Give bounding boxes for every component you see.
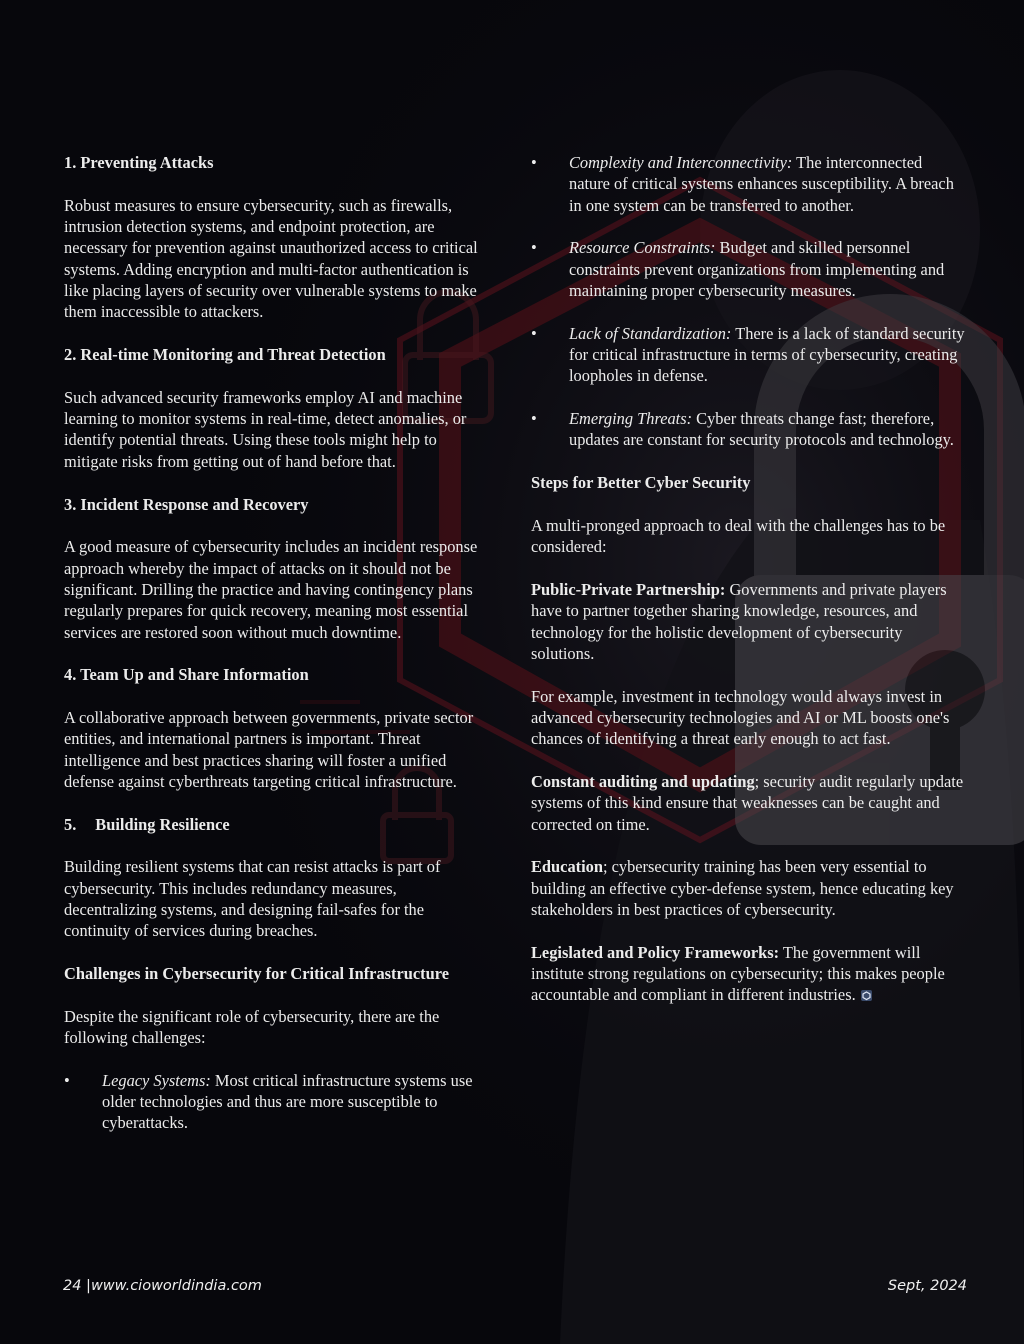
footer-date: Sept, 2024	[887, 1278, 967, 1294]
paragraph-education	[531, 856, 966, 920]
bullet-legacy-systems	[64, 1070, 492, 1134]
paragraph-public-private	[531, 579, 966, 664]
bullet-dot: •	[531, 153, 537, 172]
heading-preventing-attacks: 1. Preventing Attacks	[64, 153, 214, 172]
heading-building-resilience	[64, 814, 492, 835]
end-mark-icon	[860, 986, 873, 1007]
bullet-text: Cyber threats change fast; therefore, updates are constant for security protocols and technology.	[569, 409, 954, 450]
heading-challenges: Challenges in Cybersecurity for Critical Infrastructure	[64, 964, 449, 984]
bullet-dot: •	[64, 1070, 70, 1090]
footer-page-url: 24 |www.cioworldindia.com	[63, 1278, 262, 1294]
term-education: Education	[531, 857, 603, 877]
bullet-title: Emerging Threats:	[569, 409, 693, 429]
paragraph-preventing-attacks: Robust measures to ensure cybersecurity, such as firewalls, intrusion detection systems, and endpoint protection, are necessary for prevention against unauthorized access to critical systems. Adding encryption and multi-factor authentication is like placing layers of security over vulnerable systems to make them inaccessible to attackers.	[64, 195, 478, 322]
bullet-dot: •	[531, 409, 537, 429]
right-column	[531, 152, 966, 1029]
paragraph-team-up: A collaborative approach between governments, private sector entities, and international partners is important. Threat intelligence and best practices sharing will foster a unified defense against cyberthreats targeting critical infrastructure.	[64, 707, 474, 791]
text-education: ; cybersecurity training has been very essential to building an effective cyber-defense system, hence educating key stakeholders in best practices of cybersecurity.	[531, 857, 954, 920]
bullet-lack-of-standardization	[531, 323, 966, 387]
heading-text: Building Resilience	[95, 814, 230, 834]
paragraph-legislation	[531, 942, 966, 1008]
bullet-title: Lack of Standardization:	[569, 323, 732, 343]
term-public-private: Public-Private Partnership:	[531, 579, 726, 599]
bullet-dot: •	[531, 323, 537, 343]
bullet-text: Budget and skilled personnel constraints prevent organizations from implementing and maintaining proper cybersecurity measures.	[569, 238, 945, 301]
paragraph-realtime-monitoring: Such advanced security frameworks employ AI and machine learning to monitor systems in real-time, detect anomalies, or identify potential threats. Using these tools might help to mitigate risks from getting out of hand before that.	[64, 387, 467, 471]
heading-incident-response: 3. Incident Response and Recovery	[64, 494, 309, 514]
bullet-title: Legacy Systems:	[102, 1070, 211, 1090]
paragraph-example: For example, investment in technology would always invest in advanced cybersecurity technologies and AI or ML boosts one's chances of identifying a threat early enough to act fast.	[531, 686, 950, 749]
paragraph-auditing	[531, 771, 966, 835]
bullet-resource-constraints	[531, 237, 966, 301]
paragraph-building-resilience: Building resilient systems that can resist attacks is part of cybersecurity. This includes redundancy measures, decentralizing systems, and designing fail-safes for the continuity of services during breaches.	[64, 857, 441, 941]
bullet-emerging-threats	[531, 408, 966, 451]
bullet-text: Most critical infrastructure systems use older technologies and thus are more susceptible to cyberattacks.	[102, 1070, 473, 1133]
heading-team-up: 4. Team Up and Share Information	[64, 665, 309, 685]
heading-steps: Steps for Better Cyber Security	[531, 473, 751, 493]
text-public-private: Governments and private players have to partner together sharing knowledge, resources, and technology for the holistic development of cybersecurity solutions.	[531, 579, 947, 663]
bullet-title: Complexity and Interconnectivity:	[569, 153, 793, 172]
heading-realtime-monitoring: 2. Real-time Monitoring and Threat Detection	[64, 345, 386, 365]
term-legislation: Legislated and Policy Frameworks:	[531, 942, 780, 962]
bullet-text: The interconnected nature of critical systems enhances susceptibility. A breach in one system can be transferred to another.	[569, 153, 954, 215]
text-auditing: ; security audit regularly update systems of this kind ensure that weaknesses can be caught and corrected on time.	[531, 771, 964, 834]
bullet-title: Resource Constraints:	[569, 238, 716, 258]
bullet-complexity	[531, 152, 966, 216]
text-legislation: The government will institute strong regulations on cybersecurity; this makes people accountable and compliant in different industries.	[531, 942, 945, 1005]
paragraph-steps-intro: A multi-pronged approach to deal with the challenges has to be considered:	[531, 515, 946, 557]
paragraph-challenges-intro: Despite the significant role of cybersecurity, there are the following challenges:	[64, 1006, 440, 1048]
heading-number: 5.	[64, 814, 77, 834]
left-column	[64, 152, 492, 1155]
bullet-text: There is a lack of standard security for critical infrastructure in terms of cybersecurity, creating loopholes in defense.	[569, 323, 965, 386]
bullet-dot: •	[531, 238, 537, 258]
term-auditing: Constant auditing and updating	[531, 771, 755, 791]
paragraph-incident-response: A good measure of cybersecurity includes an incident response approach whereby the impact of attacks on it should not be significant. Drilling the practice and having contingency plans regularly prepares for quick recovery, meaning most essential services are restored soon without much downtime.	[64, 537, 478, 642]
